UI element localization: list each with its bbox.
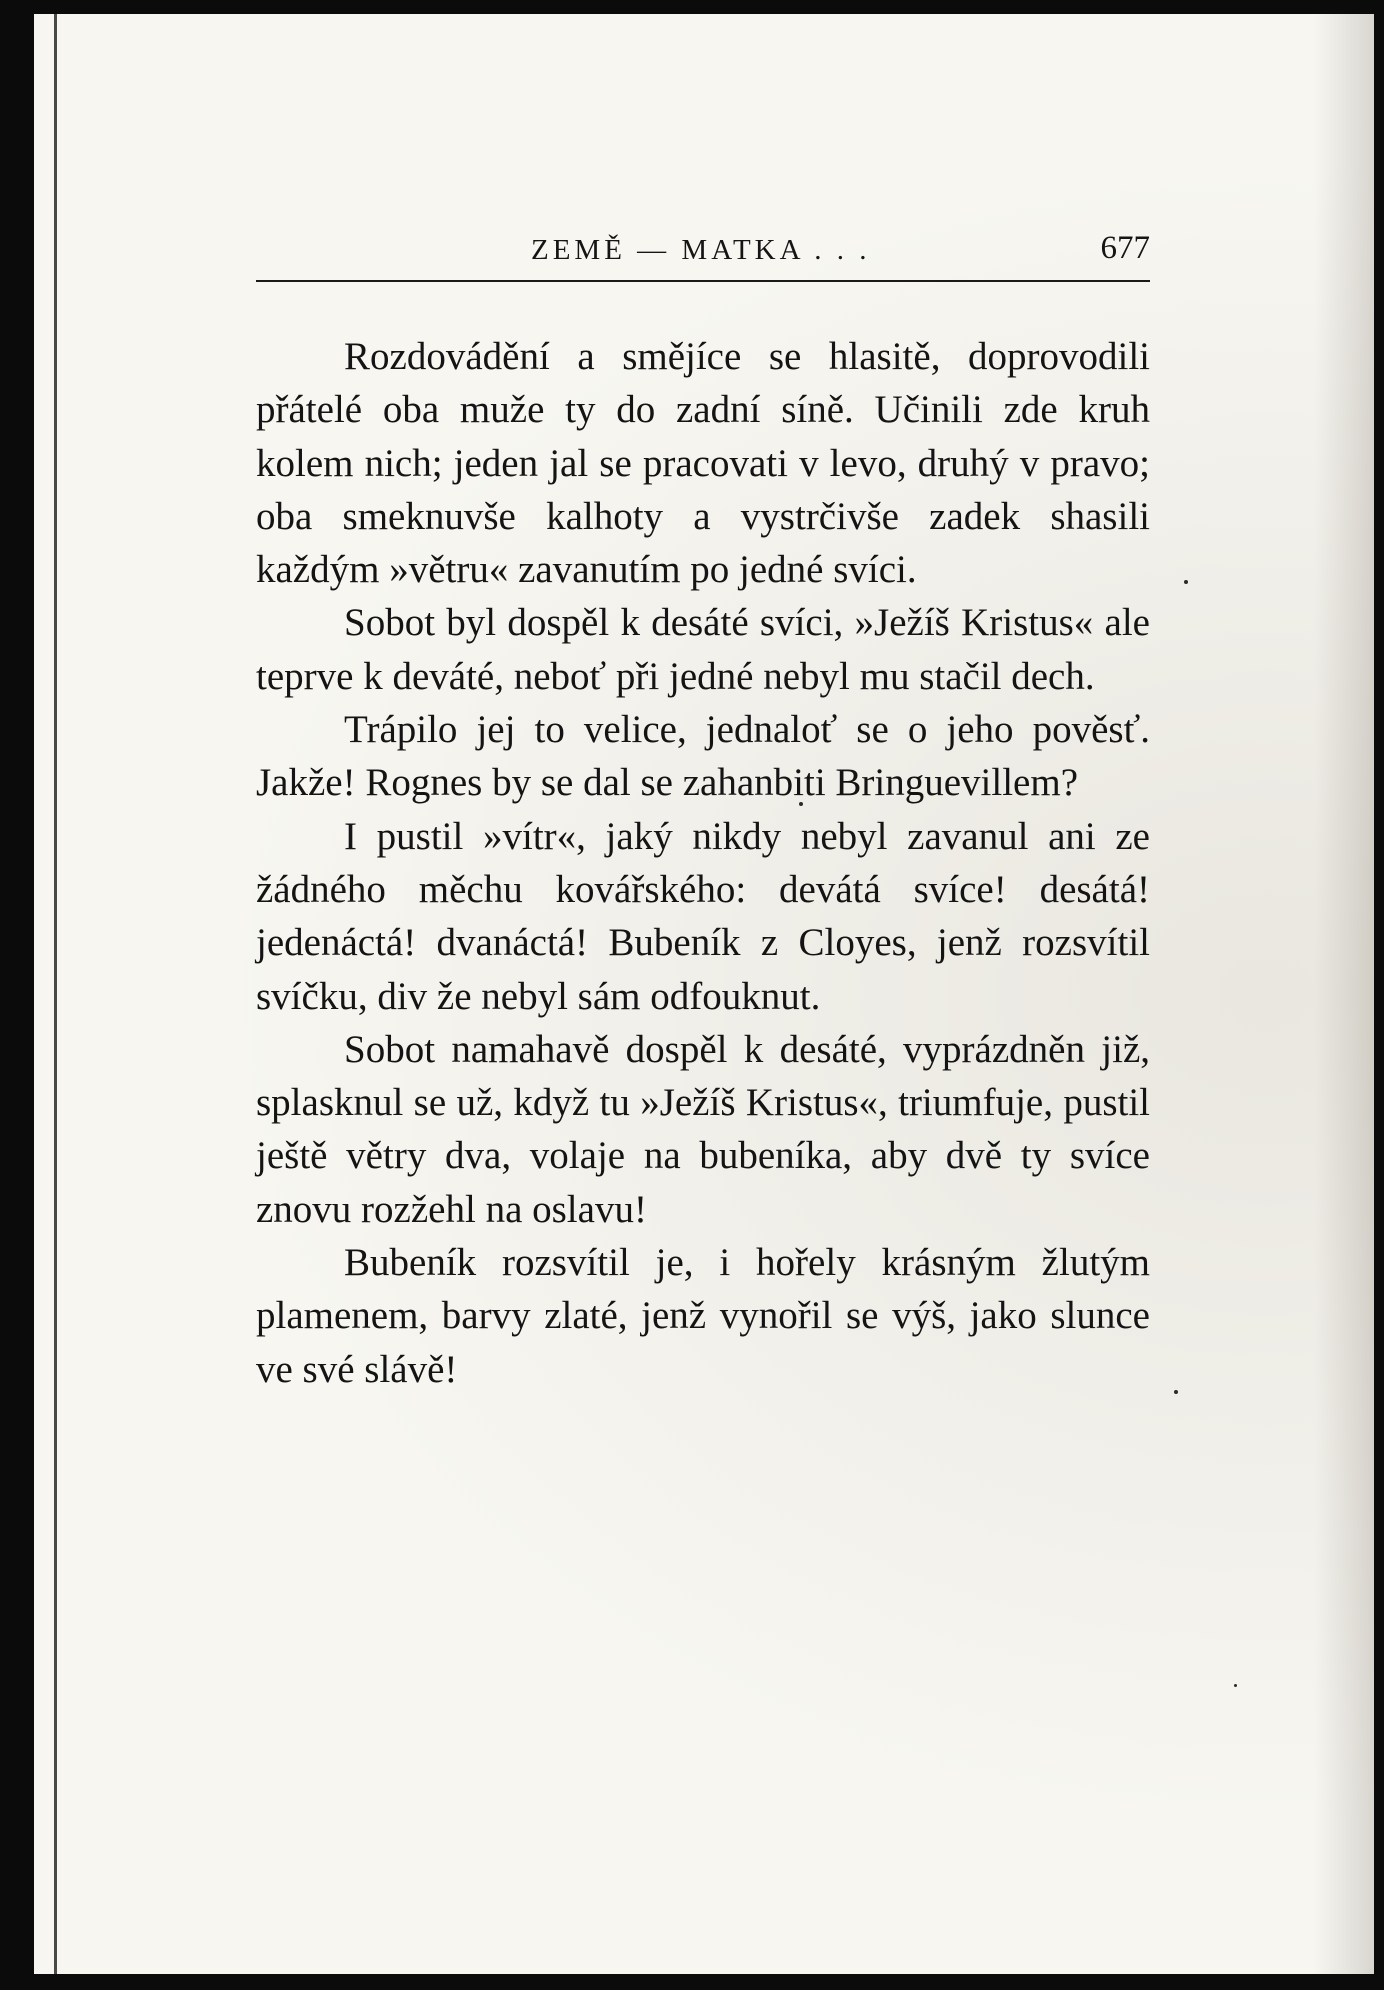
paragraph: Sobot byl dospěl k desáté svíci, »Ježíš Kristus« ale teprve k deváté, neboť při jedné nebyl mu stačil dech. — [256, 601, 1150, 698]
paragraph: Bubeník rozsvítil je, i hořely krásným žlutým plamenem, barvy zlaté, jenž vynořil se výš, jako slunce ve své slávě! — [256, 1241, 1150, 1391]
header-rule — [256, 280, 1150, 282]
paragraph: I pustil »vítr«, jaký nikdy nebyl zavanul ani ze žádného měchu kovářského: devátá svíce! desátá! jedenáctá! dvanáctá! Bubeník z Cloyes, jenž rozsvítil svíčku, div že nebyl sám odfouknut. — [256, 814, 1150, 1018]
page-header — [256, 220, 1150, 280]
paragraph: Sobot namahavě dospěl k desáté, vyprázdněn již, splasknul se už, když tu »Ježíš Kristus«, triumfuje, pustil ještě větry dva, volaje na bubeníka, aby dvě ty svíce znovu rozžehl na oslavu! — [256, 1027, 1150, 1231]
paragraph: Trápilo jej to velice, jednaloť se o jeho pověsť. Jakže! Rognes by se dal se zahanbiti Bringuevillem? — [256, 708, 1150, 805]
page-edge-shadow — [1314, 14, 1374, 1974]
body-text — [256, 330, 1150, 1396]
page-number: 677 — [1100, 230, 1150, 266]
paragraph: Rozdovádění a smějíce se hlasitě, doprovodili přátelé oba muže ty do zadní síně. Učinili zde kruh kolem nich; jeden jal se pracovati v levo, druhý v pravo; oba smeknuvše kalhoty a vystrčivše zadek shasili každým »větru« zavanutím po jedné svíci. — [256, 335, 1150, 592]
page-binding-edge — [54, 14, 57, 1974]
running-head: ZEMĚ — MATKA . . . — [531, 234, 871, 266]
